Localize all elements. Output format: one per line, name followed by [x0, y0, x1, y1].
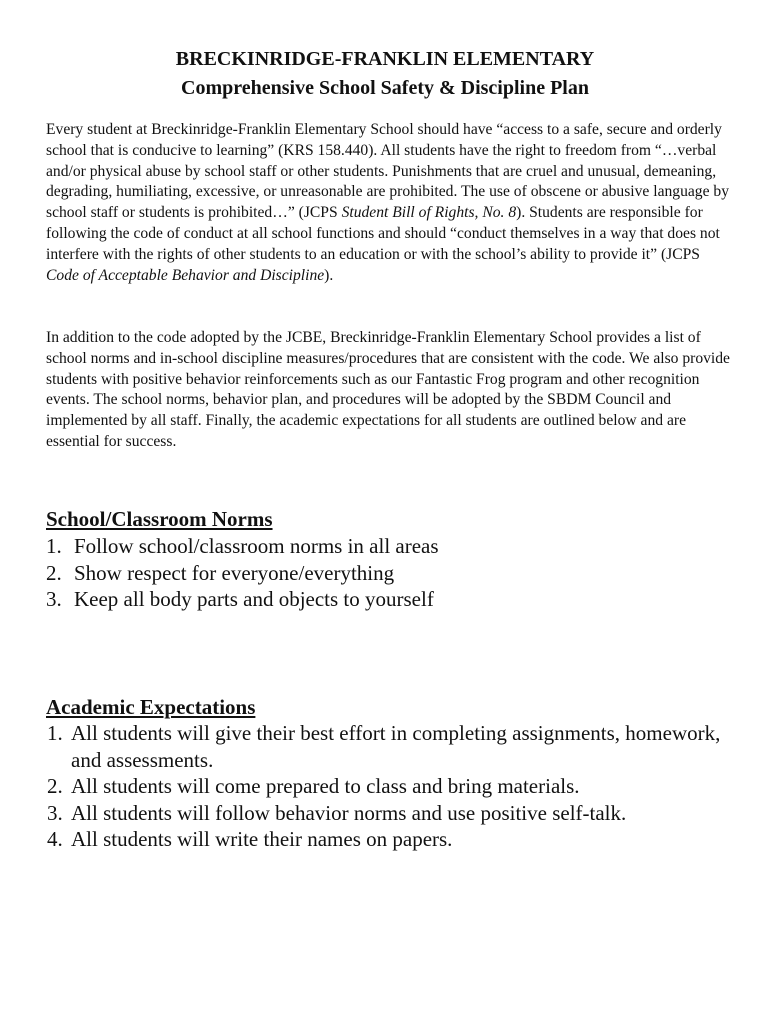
norm-item [46, 560, 439, 587]
academic-item [47, 826, 727, 853]
norm-text: Follow school/classroom norms in all areas [74, 534, 439, 558]
norm-number: 2. [46, 560, 62, 585]
intro-text-1: Every student at Breckinridge-Franklin Elementary School should have “access to a safe, secure and orderly school that is conducive to learning” (KRS 158.440). All students have the right to freedom from “…verbal and/or physical abuse by school staff or other students. Punishments that are cruel and unusual, demeaning, degrading, humiliating, excessive, or unreasonable are prohibited. The use of obscene or abusive language by school staff or students is prohibited…” (JCPS [46, 121, 730, 222]
intro-text-2: ). Students are responsible for following the code of conduct at all school functions and should “conduct themselves in a way that does not interfere with the rights of other students to an education or with the school’s ability to provide it” (JCPS [46, 204, 720, 263]
norm-text: Keep all body parts and objects to yourself [74, 587, 434, 611]
student-bill-of-rights-citation: Student Bill of Rights, No. 8 [341, 204, 517, 222]
norm-text: Show respect for everyone/everything [74, 560, 395, 585]
academic-number: 4. [47, 827, 63, 851]
school-name-title: BRECKINRIDGE-FRANKLIN ELEMENTARY [175, 48, 595, 70]
norm-number: 3. [46, 587, 62, 611]
academic-item [47, 773, 727, 800]
academic-text: All students will follow behavior norms and use positive self-talk. [71, 800, 627, 825]
code-of-behavior-citation: Code of Acceptable Behavior and Discipline [46, 266, 325, 284]
academic-item [47, 800, 727, 827]
intro-text-3: ). [324, 266, 334, 284]
academic-expectations-heading: Academic Expectations [46, 695, 256, 719]
norms-list [46, 533, 439, 613]
academic-text: All students will give their best effort in completing assignments, homework, and assessments. [71, 721, 721, 772]
norms-heading: School/Classroom Norms [46, 507, 273, 531]
academic-number: 3. [47, 800, 63, 825]
academic-number: 2. [47, 774, 63, 798]
plan-title: Comprehensive School Safety & Discipline Plan [181, 77, 589, 99]
norm-item [46, 586, 439, 613]
academic-item [47, 720, 727, 773]
academic-text: All students will come prepared to class and bring materials. [71, 774, 580, 798]
academic-text: All students will write their names on papers. [71, 827, 453, 851]
norm-number: 1. [46, 534, 62, 558]
academic-number: 1. [47, 721, 63, 745]
intro-paragraph-rights [46, 120, 736, 286]
norm-item [46, 533, 439, 560]
intro-paragraph-norms: In addition to the code adopted by the JCBE, Breckinridge-Franklin Elementary School provides a list of school norms and in-school discipline measures/procedures that are consistent with the code. We also provide students with positive behavior reinforcements such as our Fantastic Frog program and other recognition events. The school norms, behavior plan, and procedures will be adopted by the SBDM Council and implemented by all staff. Finally, the academic expectations for all students are outlined below and are essential for success. [46, 329, 730, 450]
academic-expectations-list [47, 720, 727, 853]
